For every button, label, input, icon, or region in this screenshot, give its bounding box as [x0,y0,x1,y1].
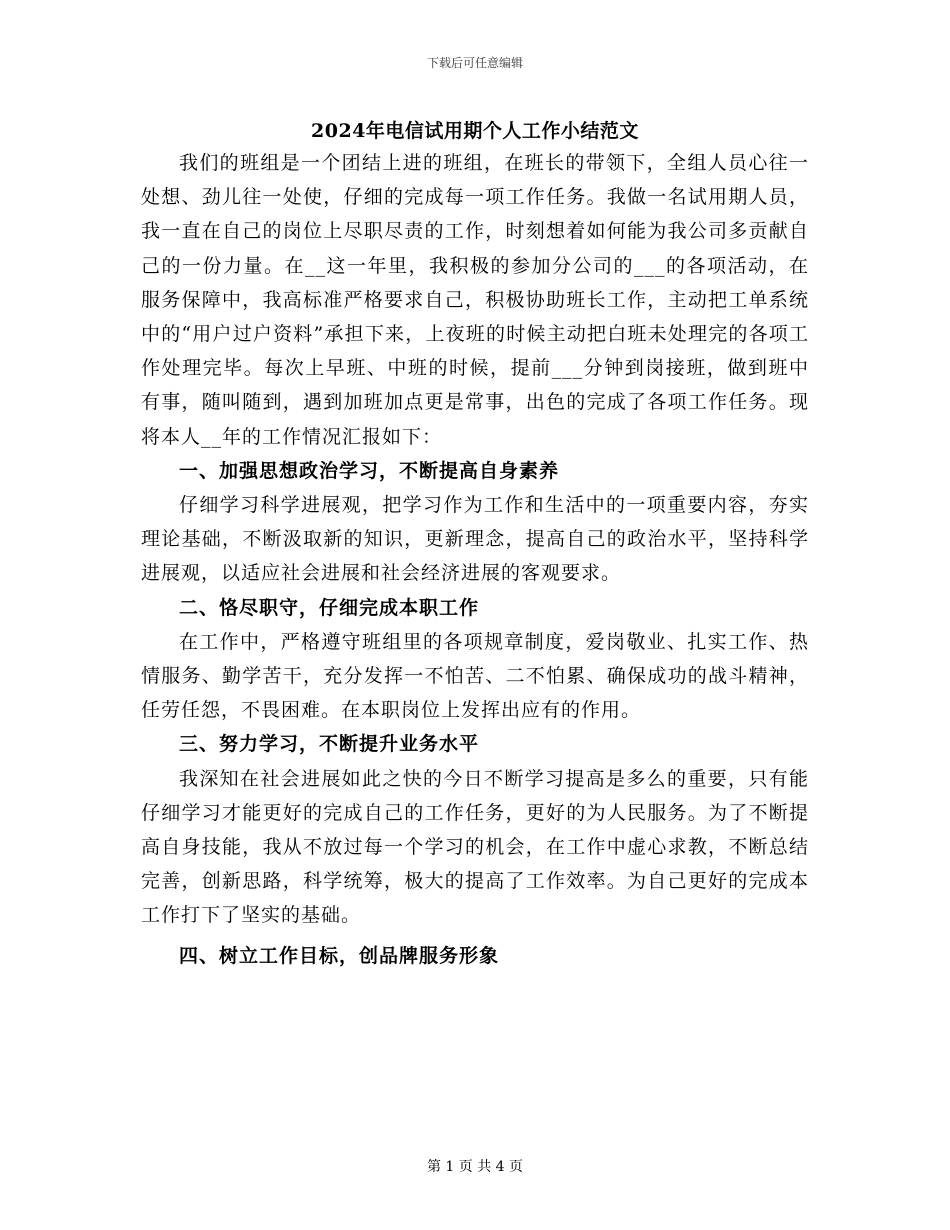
document-title: 2024年电信试用期个人工作小结范文 [311,120,639,142]
section-4-heading: 四、树立工作目标，创品牌服务形象 [179,944,500,967]
section-2-body: 在工作中，严格遵守班组里的各项规章制度，爱岗敬业、扎实工作、热情服务、勤学苦干，充分发挥一不怕苦、二不怕累、确保成功的战斗精神，任劳任怨，不畏困难。在本职岗位上发挥出应有的作用。 [141,630,809,722]
intro-paragraph: 我们的班组是一个团结上进的班组，在班长的带领下，全组人员心往一处想、劲儿往一处使，仔细的完成每一项工作任务。我做一名试用期人员，我一直在自己的岗位上尽职尽责的工作，时刻想着如何能为我公司多贡献自己的一份力量。在__这一年里，我积极的参加分公司的___的各项活动，在服务保障中，我高标准严格要求自己，积极协助班长工作，主动把工单系统中的“用户过户资料”承担下来，上夜班的时候主动把白班未处理完的各项工作处理完毕。每次上早班、中班的时候，提前___分钟到岗接班，做到班中有事，随叫随到，遇到加班加点更是常事，出色的完成了各项工作任务。现将本人__年的工作情况汇报如下： [141,152,809,448]
document-body [141,146,809,973]
page-header-note: 下载后可任意编辑 [426,56,523,70]
section-3-heading: 三、努力学习，不断提升业务水平 [179,733,480,756]
page-number: 第 1 页 共 4 页 [426,1159,524,1175]
section-2-heading: 二、恪尽职守，仔细完成本职工作 [179,596,480,619]
section-1-body: 仔细学习科学进展观，把学习作为工作和生活中的一项重要内容，夯实理论基础，不断汲取新的知识，更新理念，提高自己的政治水平，坚持科学进展观，以适应社会进展和社会经济进展的客观要求。 [141,494,809,585]
section-3-body: 我深知在社会进展如此之快的今日不断学习提高是多么的重要，只有能仔细学习才能更好的完成自己的工作任务，更好的为人民服务。为了不断提高自身技能，我从不放过每一个学习的机会，在工作中虚心求教，不断总结完善，创新思路，科学统筹，极大的提高了工作效率。为自己更好的完成本工作打下了坚实的基础。 [141,767,809,927]
section-1-heading: 一、加强思想政治学习，不断提高自身素养 [179,459,560,482]
